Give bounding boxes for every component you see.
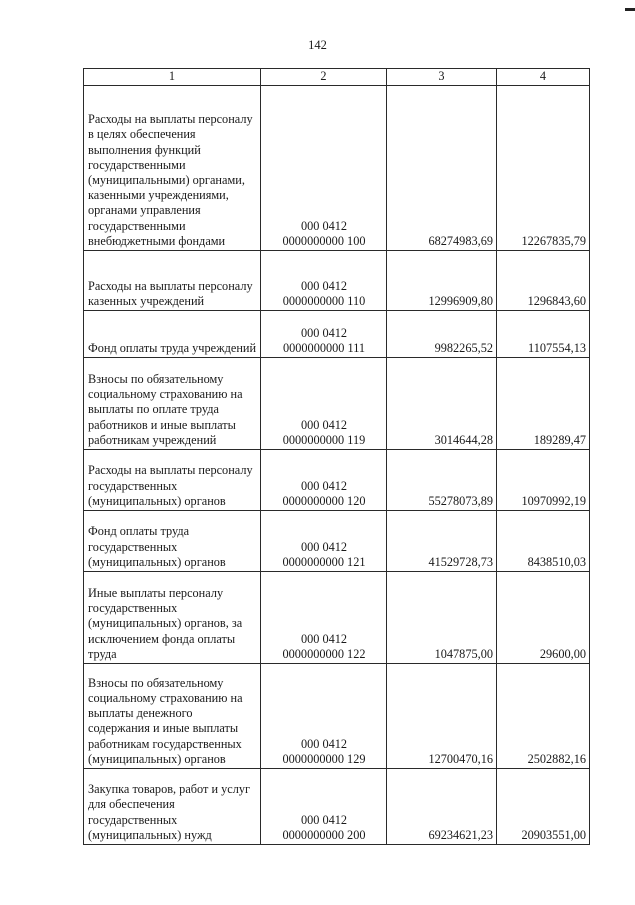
row-value-col3: 68274983,69 <box>387 86 497 251</box>
row-code <box>261 769 387 845</box>
row-value-col4: 10970992,19 <box>497 450 590 511</box>
row-name <box>84 769 261 845</box>
row-code <box>261 572 387 664</box>
row-code-line1: 000 0412 <box>300 417 348 432</box>
row-code-line2: 0000000000 200 <box>282 827 366 842</box>
row-name <box>84 450 261 511</box>
row-name-text: Иные выплаты персоналу государственных (муниципальных) органов, за исключением фонда оплаты труда <box>88 585 243 661</box>
row-name <box>84 572 261 664</box>
row-value-col3: 3014644,28 <box>387 358 497 450</box>
row-code-line2: 0000000000 110 <box>282 293 366 308</box>
row-value-col3: 41529728,73 <box>387 511 497 572</box>
table-header-row <box>84 69 590 86</box>
row-value-col4: 1296843,60 <box>497 251 590 311</box>
row-name-text: Фонд оплаты труда государственных (муниципальных) органов <box>88 524 226 569</box>
row-name <box>84 251 261 311</box>
header-col-4: 4 <box>497 69 590 86</box>
row-value-col3: 9982265,52 <box>387 311 497 358</box>
row-name <box>84 86 261 251</box>
row-code <box>261 450 387 511</box>
row-name-text: Взносы по обязательному социальному страхованию на выплаты по оплате труда работников и иные выплаты работникам учреждений <box>88 371 243 447</box>
row-code-line2: 0000000000 120 <box>282 493 366 508</box>
table-row <box>84 769 590 845</box>
row-name-text: Взносы по обязательному социальному страхованию на выплаты денежного содержания и иные выплаты работникам государственных (муниципальных) органов <box>88 675 243 766</box>
table-row <box>84 572 590 664</box>
row-value-col4: 12267835,79 <box>497 86 590 251</box>
header-col-3: 3 <box>387 69 497 86</box>
row-name-text: Расходы на выплаты персоналу казенных учреждений <box>88 278 253 308</box>
header-col-2: 2 <box>261 69 387 86</box>
row-code-line1: 000 0412 <box>300 631 348 646</box>
row-value-col4: 1107554,13 <box>497 311 590 358</box>
row-code <box>261 664 387 769</box>
row-code-line1: 000 0412 <box>300 478 348 493</box>
row-name <box>84 311 261 358</box>
row-code-line2: 0000000000 122 <box>282 646 366 661</box>
table-row <box>84 311 590 358</box>
row-code <box>261 511 387 572</box>
row-value-col4: 189289,47 <box>497 358 590 450</box>
row-code-line2: 0000000000 121 <box>282 554 366 569</box>
row-name-text: Фонд оплаты труда учреждений <box>88 340 257 355</box>
budget-table <box>83 68 590 845</box>
row-code-line2: 0000000000 111 <box>282 340 366 355</box>
row-code-line1: 000 0412 <box>300 218 348 233</box>
row-name <box>84 664 261 769</box>
row-value-col3: 1047875,00 <box>387 572 497 664</box>
row-code-line1: 000 0412 <box>300 278 348 293</box>
table-row <box>84 358 590 450</box>
row-code <box>261 86 387 251</box>
row-name <box>84 511 261 572</box>
row-code-line1: 000 0412 <box>300 539 348 554</box>
table-row <box>84 511 590 572</box>
page-corner-mark <box>625 8 635 11</box>
row-code-line2: 0000000000 100 <box>282 233 366 248</box>
row-name <box>84 358 261 450</box>
page-number: 142 <box>308 38 327 52</box>
table-row <box>84 664 590 769</box>
row-code <box>261 311 387 358</box>
row-value-col3: 69234621,23 <box>387 769 497 845</box>
row-code-line1: 000 0412 <box>300 736 348 751</box>
row-value-col4: 29600,00 <box>497 572 590 664</box>
row-value-col3: 55278073,89 <box>387 450 497 511</box>
row-value-col4: 20903551,00 <box>497 769 590 845</box>
row-code-line1: 000 0412 <box>300 325 348 340</box>
row-name-text: Расходы на выплаты персоналу государственных (муниципальных) органов <box>88 463 253 508</box>
table-row <box>84 86 590 251</box>
header-col-1: 1 <box>84 69 261 86</box>
row-name-text: Закупка товаров, работ и услуг для обеспечения государственных (муниципальных) нужд <box>88 782 251 842</box>
table-row <box>84 450 590 511</box>
row-code <box>261 358 387 450</box>
row-code <box>261 251 387 311</box>
row-value-col4: 2502882,16 <box>497 664 590 769</box>
row-code-line1: 000 0412 <box>300 812 348 827</box>
row-code-line2: 0000000000 129 <box>282 751 366 766</box>
row-value-col3: 12996909,80 <box>387 251 497 311</box>
table-row <box>84 251 590 311</box>
row-name-text: Расходы на выплаты персоналу в целях обеспечения выполнения функций государственными (муниципальными) органами, казенными учреждениями, органами управления государственными внебюджетными фондами <box>88 112 253 248</box>
row-value-col4: 8438510,03 <box>497 511 590 572</box>
row-value-col3: 12700470,16 <box>387 664 497 769</box>
row-code-line2: 0000000000 119 <box>282 432 366 447</box>
